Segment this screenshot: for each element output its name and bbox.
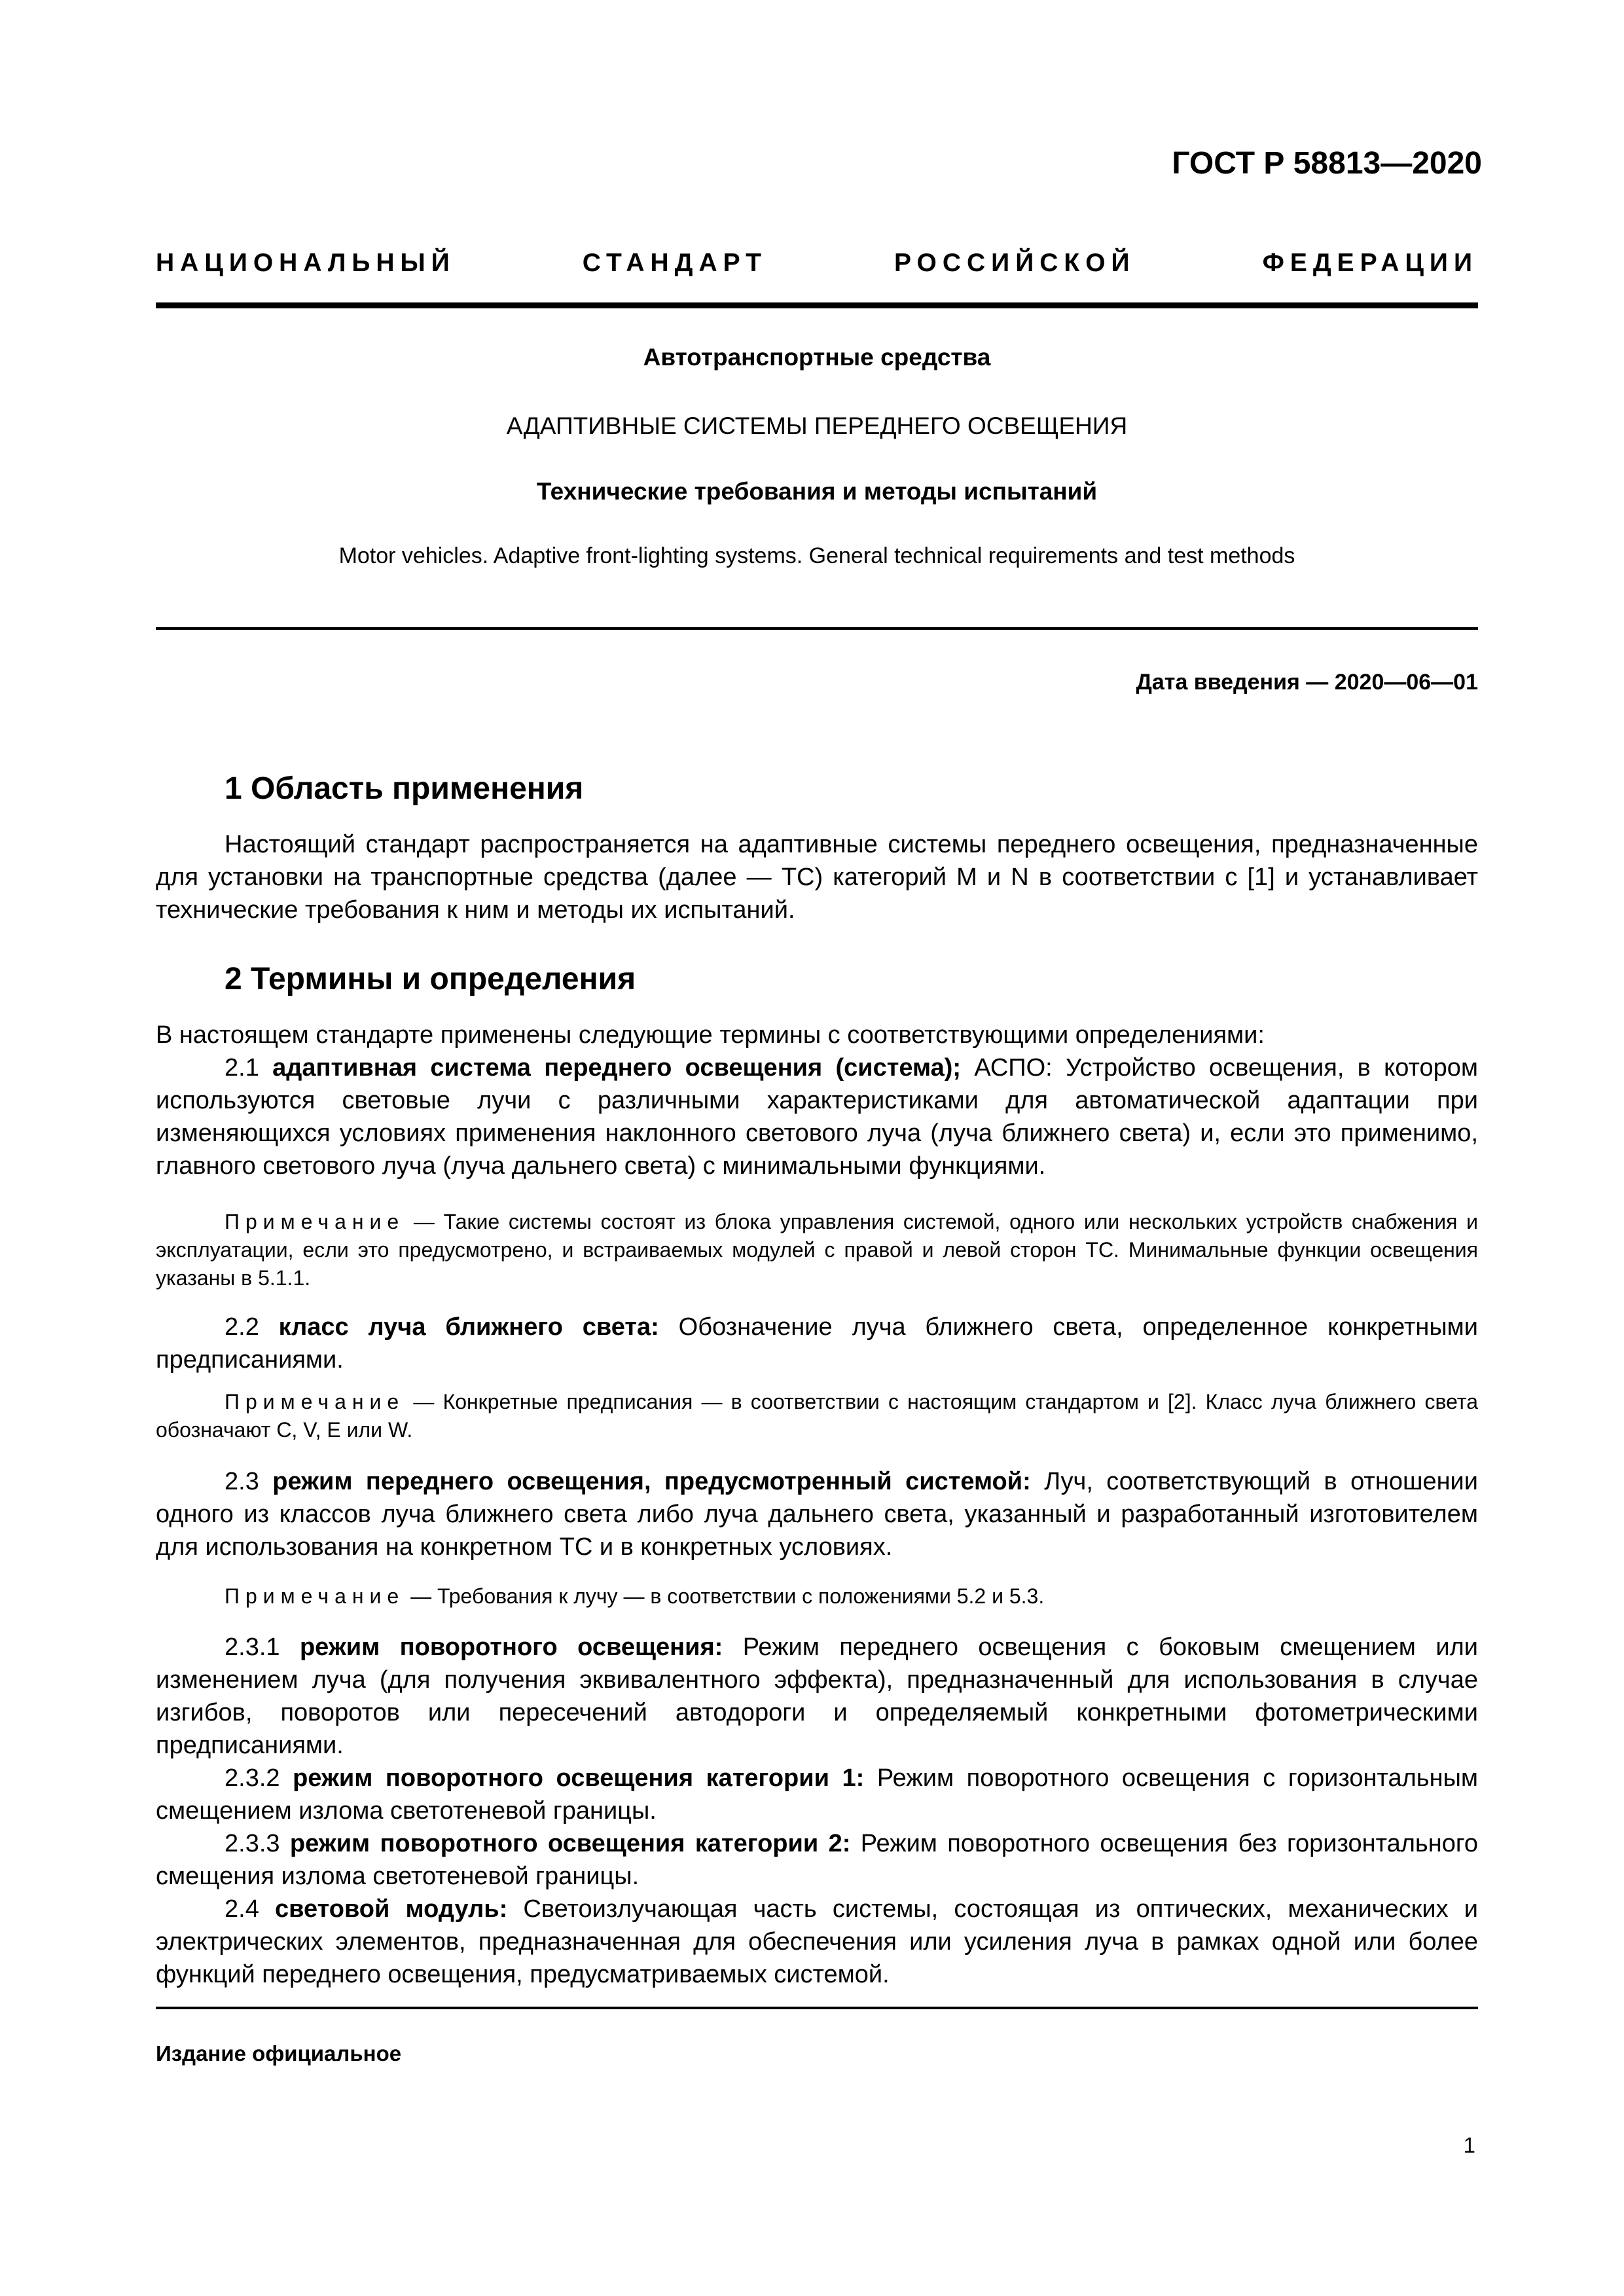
term-2-3 bbox=[156, 1465, 1478, 1563]
note-3 bbox=[156, 1582, 1478, 1611]
term-2-3-3 bbox=[156, 1827, 1478, 1893]
national-standard-banner bbox=[156, 249, 1478, 278]
term-number: 2.4 bbox=[225, 1895, 275, 1923]
term-definition: Светоизлучающая часть системы, состоящая из оптических, механических и электрических элементов, предназначенная для обеспечения или усиления луча в рамках одной или более функций переднего освещения, предусматриваемых системой. bbox=[156, 1895, 1478, 1988]
note-2 bbox=[156, 1388, 1478, 1444]
english-title: Motor vehicles. Adaptive front-lighting systems. General technical requirements and test methods bbox=[338, 543, 1295, 568]
term-2-2 bbox=[156, 1311, 1478, 1376]
term-number: 2.3.1 bbox=[225, 1633, 300, 1661]
section-1-heading: 1 Область применения bbox=[225, 771, 584, 806]
note-text: — Требования к лучу — в соответствии с положениями 5.2 и 5.3. bbox=[405, 1584, 1045, 1608]
term-definition: АСПО: Устройство освещения, в котором используются световые лучи с различными характеристиками для автоматической адаптации при изменяющихся условиях применения наклонного светового луча (луча ближнего света) и, если это применимо, главного светового луча (луча дальнего света) с минимальными функциями. bbox=[156, 1054, 1478, 1180]
section-2-terms-b bbox=[156, 1631, 1478, 1991]
term-name: режим поворотного освещения: bbox=[299, 1633, 723, 1661]
title-rule bbox=[156, 627, 1478, 630]
term-2-4 bbox=[156, 1893, 1478, 1991]
term-number: 2.2 bbox=[225, 1313, 279, 1341]
section-1-text bbox=[156, 828, 1478, 926]
standard-code: ГОСТ Р 58813—2020 bbox=[1172, 146, 1482, 181]
term-name: режим поворотного освещения категории 2: bbox=[289, 1830, 851, 1857]
note-label: Примечание bbox=[225, 1210, 405, 1233]
term-2-3-2 bbox=[156, 1762, 1478, 1827]
term-number: 2.3.2 bbox=[225, 1764, 293, 1792]
page-number: 1 bbox=[1463, 2133, 1475, 2157]
footer-rule bbox=[156, 2007, 1478, 2009]
note-label: Примечание bbox=[225, 1390, 405, 1413]
note-1 bbox=[156, 1208, 1478, 1292]
term-name: световой модуль: bbox=[275, 1895, 508, 1923]
term-name: режим переднего освещения, предусмотренный системой: bbox=[272, 1468, 1031, 1495]
term-definition: Режим поворотного освещения с горизонтальным смещением излома светотеневой границы. bbox=[156, 1764, 1479, 1825]
term-name: класс луча ближнего света: bbox=[278, 1313, 659, 1341]
note-text: — Такие системы состоят из блока управления системой, одного или нескольких устройств снабжения и эксплуатации, если это предусмотрено, и встраиваемых модулей с правой и левой сторон ТС. Минимальные функции освещения указаны в 5.1.1. bbox=[156, 1210, 1478, 1290]
title-line-2: АДАПТИВНЫЕ СИСТЕМЫ ПЕРЕДНЕГО ОСВЕЩЕНИЯ bbox=[506, 412, 1128, 439]
banner-word: НАЦИОНАЛЬНЫЙ bbox=[156, 249, 456, 277]
note-label: Примечание bbox=[225, 1584, 405, 1608]
term-number: 2.3.3 bbox=[225, 1830, 290, 1857]
edition-label: Издание официальное bbox=[156, 2041, 402, 2066]
term-definition: Режим поворотного освещения без горизонтального смещения излома светотеневой границы. bbox=[156, 1830, 1479, 1890]
term-definition: Обозначение луча ближнего света, определенное конкретными предписаниями. bbox=[156, 1313, 1478, 1374]
term-definition: Режим переднего освещения с боковым смещением или изменением луча (для получения эквивалентного эффекта), предназначенный для использования в случае изгибов, поворотов или пересечений автодороги и определяемый конкретными фотометрическими предписаниями. bbox=[156, 1633, 1478, 1759]
section-2-terms-a bbox=[156, 1019, 1478, 1182]
term-name: адаптивная система переднего освещения (система); bbox=[272, 1054, 962, 1082]
banner-word: ФЕДЕРАЦИИ bbox=[1262, 249, 1478, 277]
title-line-3: Технические требования и методы испытаний bbox=[536, 478, 1098, 505]
header-rule bbox=[156, 302, 1478, 308]
banner-word: РОССИЙСКОЙ bbox=[894, 249, 1136, 277]
title-line-1: Автотранспортные средства bbox=[643, 344, 991, 371]
term-definition: Луч, соответствующий в отношении одного из классов луча ближнего света либо луча дальнего света, указанный и разработанный изготовителем для использования на конкретном ТС и в конкретных условиях. bbox=[156, 1468, 1479, 1561]
paragraph bbox=[156, 1311, 1478, 1376]
term-number: 2.3 bbox=[225, 1468, 273, 1495]
banner-word: СТАНДАРТ bbox=[582, 249, 767, 277]
term-2-3-1 bbox=[156, 1631, 1478, 1762]
term-2-1 bbox=[156, 1051, 1478, 1182]
term-number: 2.1 bbox=[225, 1054, 273, 1082]
paragraph bbox=[156, 1465, 1478, 1563]
note-text: — Конкретные предписания — в соответствии с настоящим стандартом и [2]. Класс луча ближнего света обозначают C, V, E или W. bbox=[156, 1390, 1478, 1442]
section-2-heading: 2 Термины и определения bbox=[225, 962, 636, 996]
paragraph: Настоящий стандарт распространяется на адаптивные системы переднего освещения, предназначенные для установки на транспортные средства (далее — ТС) категорий M и N в соответствии с [1] и устанавливает технические требования к ним и методы их испытаний. bbox=[156, 831, 1478, 924]
term-name: режим поворотного освещения категории 1: bbox=[293, 1764, 865, 1792]
introduction-date: Дата введения — 2020—06—01 bbox=[1136, 670, 1478, 695]
paragraph: В настоящем стандарте применены следующие термины с соответствующими определениями: bbox=[156, 1021, 1265, 1049]
